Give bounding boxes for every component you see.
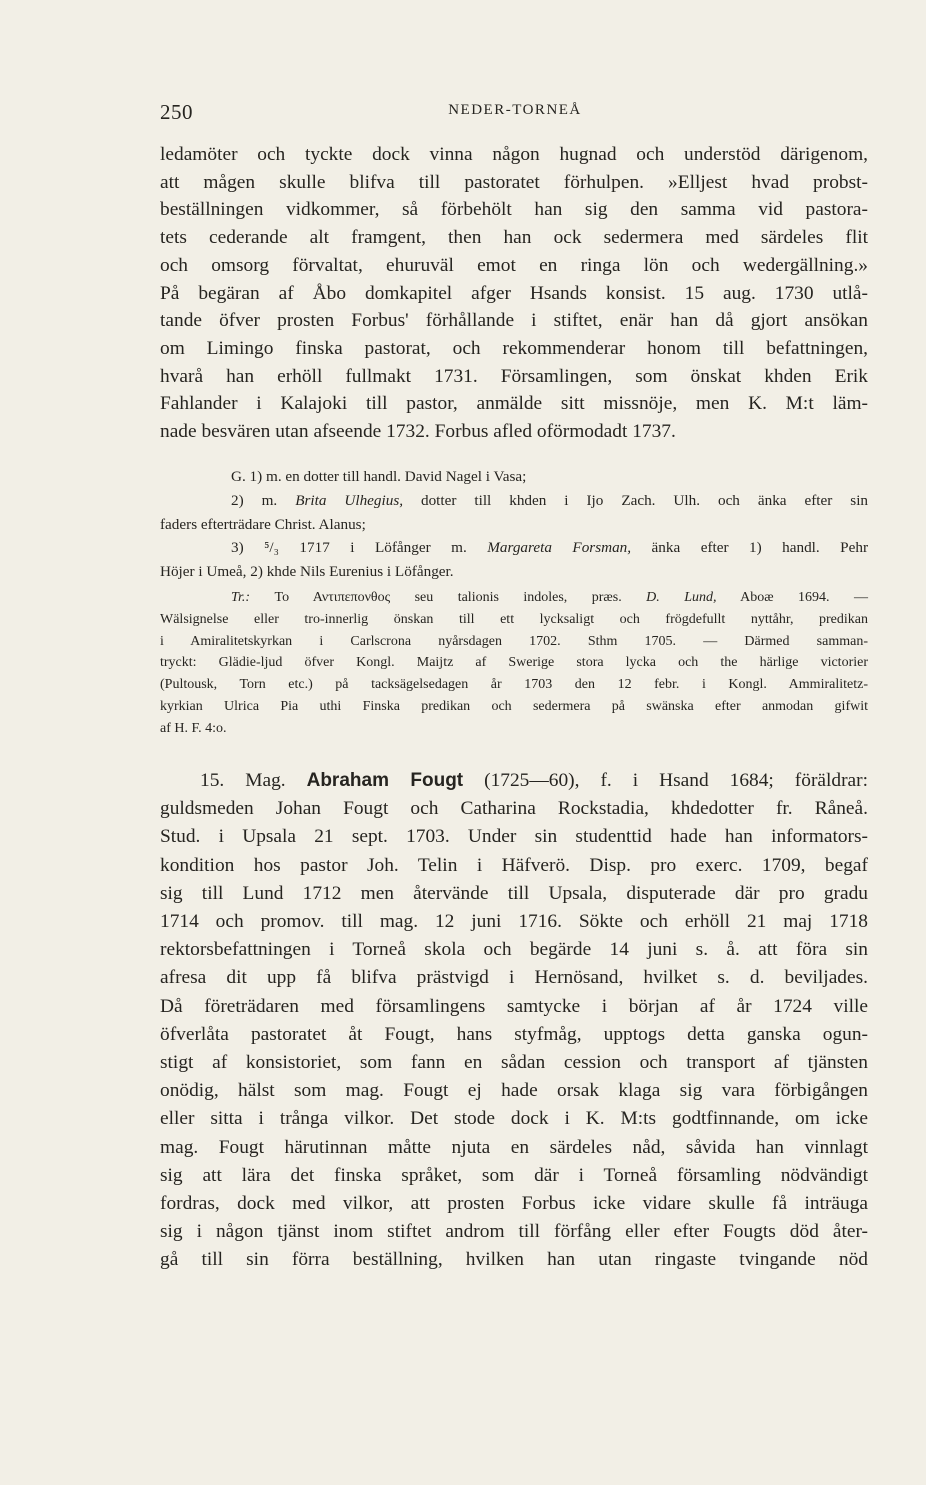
genealogy-text: 2) m.: [231, 491, 296, 509]
works-line: tryckt: Glädie-ljud öfver Kongl. Maijtz af Swerige stora lycka och the härlige victorier: [160, 655, 868, 671]
text-line: 1714 och promov. till mag. 12 juni 1716. Sökte och erhöll 21 maj 1718: [160, 911, 868, 933]
text-line: att mågen skulle blifva till pastoratet förhulpen. »Elljest hvad probst-: [160, 171, 868, 193]
entry-text: (1725—60), f. i Hsand 1684; föräldrar:: [463, 770, 868, 791]
entry-number: 15. Mag.: [200, 770, 307, 791]
text-line: tets cederande alt framgent, then han ock sedermera med särdeles flit: [160, 227, 868, 249]
genealogy-text: 3) ⁵/₃ 1717 i Löfånger m.: [231, 539, 488, 557]
spouse-name: Margareta Forsman,: [487, 539, 632, 557]
text-line: gå till sin förra beställning, hvilken han utan ringaste tvingande nöd: [160, 1249, 868, 1271]
text-line: om Limingo finska pastorat, och rekommenderar honom till befattningen,: [160, 337, 868, 359]
genealogy-text: dotter till khden i Ijo Zach. Ulh. och änka efter sin: [403, 491, 869, 509]
text-line: fordras, dock med vilkor, att prosten Forbus icke vidare skulle få inträuga: [160, 1193, 868, 1215]
page-header: [160, 100, 870, 130]
text-line: stigt af konsistoriet, som fann en sådan cession och transport af tjänsten: [160, 1052, 868, 1074]
genealogy-section: [160, 465, 868, 584]
text-line: beställningen vidkommer, så förbehölt han sig den samma vid pastora-: [160, 199, 868, 221]
text-line: och omsorg förvaltat, ehuruväl emot en ringa lön och wedergällning.»: [160, 254, 868, 276]
text-line: kondition hos pastor Joh. Telin i Häfverö. Disp. pro exerc. 1709, begaf: [160, 854, 868, 876]
text-line: Stud. i Upsala 21 sept. 1703. Under sin studenttid hade han informators-: [160, 826, 868, 848]
text-line: tande öfver prosten Forbus' förhållande i stiftet, enär han då gjort ansökan: [160, 310, 868, 332]
genealogy-line: [160, 489, 868, 513]
genealogy-line: G. 1) m. en dotter till handl. David Nagel i Vasa;: [231, 468, 527, 485]
works-label: Tr.:: [231, 590, 251, 605]
works-line: af H. F. 4:o.: [160, 720, 227, 736]
entry-15-fougt: [160, 767, 868, 1275]
works-line: Wälsignelse eller tro-innerlig önskan till ett lycksaligt och frögdefullt nyttåhr, predikan: [160, 611, 868, 627]
text-line: sig i någon tjänst inom stiftet androm till förfång eller efter Fougts död åter-: [160, 1221, 868, 1243]
text-line: guldsmeden Johan Fougt och Catharina Rockstadia, khdedotter fr. Råneå.: [160, 798, 868, 820]
works-line: [160, 587, 868, 609]
text-line: På begäran af Åbo domkapitel afger Hsands konsist. 15 aug. 1730 utlå-: [160, 282, 868, 304]
praeses-name: D. Lund,: [646, 590, 717, 605]
text-line: afresa dit upp få blifva prästvigd i Hernösand, hvilket s. d. beviljades.: [160, 967, 868, 989]
genealogy-line: [160, 536, 868, 560]
text-line: öfverlåta pastoratet åt Fougt, hans styfmåg, upptogs detta ganska ogun-: [160, 1023, 868, 1045]
person-name: Abraham Fougt: [306, 770, 464, 791]
entry-heading-line: [160, 767, 868, 795]
works-line: kyrkian Ulrica Pia uthi Finska predikan och sedermera på swänska efter anmodan gifwit: [160, 698, 868, 714]
text-line: ledamöter och tyckte dock vinna någon hugnad och understöd därigenom,: [160, 144, 868, 165]
text-line: rektorsbefattningen i Torneå skola och begärde 14 juni s. å. att föra sin: [160, 939, 868, 961]
text-line: hvarå han erhöll fullmakt 1731. Församlingen, som önskat khden Erik: [160, 365, 868, 387]
text-line: Då företrädaren med församlingens samtycke i början af år 1724 ville: [160, 995, 868, 1017]
genealogy-line: faders efterträdare Christ. Alanus;: [160, 515, 366, 533]
text-line: sig att lära det finska språket, som där i Torneå församling nödvändigt: [160, 1164, 868, 1186]
page-number: 250: [160, 100, 193, 124]
spouse-name: Brita Ulhegius,: [295, 491, 404, 509]
works-text: Το Αντιπεπονθος seu talionis indoles, præs.: [250, 590, 647, 605]
running-head: NEDER-TORNEÅ: [448, 102, 582, 118]
works-section: [160, 587, 868, 740]
text-line: sig till Lund 1712 men återvände till Upsala, disputerade där pro gradu: [160, 882, 868, 904]
text-line: onödig, hälst som mag. Fougt ej hade orsak klaga sig vara förbigången: [160, 1080, 868, 1102]
genealogy-text: änka efter 1) handl. Pehr: [631, 539, 869, 557]
paragraph-forbus: [160, 141, 868, 446]
works-line: (Pultousk, Torn etc.) på tacksägelsedagen år 1703 den 12 febr. i Kongl. Ammiralitetz-: [160, 677, 868, 693]
genealogy-line: Höjer i Umeå, 2) khde Nils Eurenius i Löfånger.: [160, 563, 454, 581]
works-text: Aboæ 1694. —: [716, 590, 868, 605]
text-line: eller sitta i trånga vilkor. Det stode dock i K. M:ts godtfinnande, om icke: [160, 1108, 868, 1130]
text-line: mag. Fougt härutinnan måtte njuta en särdeles nåd, såvida han vinnlagt: [160, 1136, 868, 1158]
text-line: Fahlander i Kalajoki till pastor, anmälde sitt missnöje, men K. M:t läm-: [160, 393, 868, 415]
text-line: nade besvären utan afseende 1732. Forbus afled oförmodadt 1737.: [160, 421, 676, 443]
works-line: i Amiralitetskyrkan i Carlscrona nyårsdagen 1702. Sthm 1705. — Därmed samman-: [160, 633, 868, 649]
